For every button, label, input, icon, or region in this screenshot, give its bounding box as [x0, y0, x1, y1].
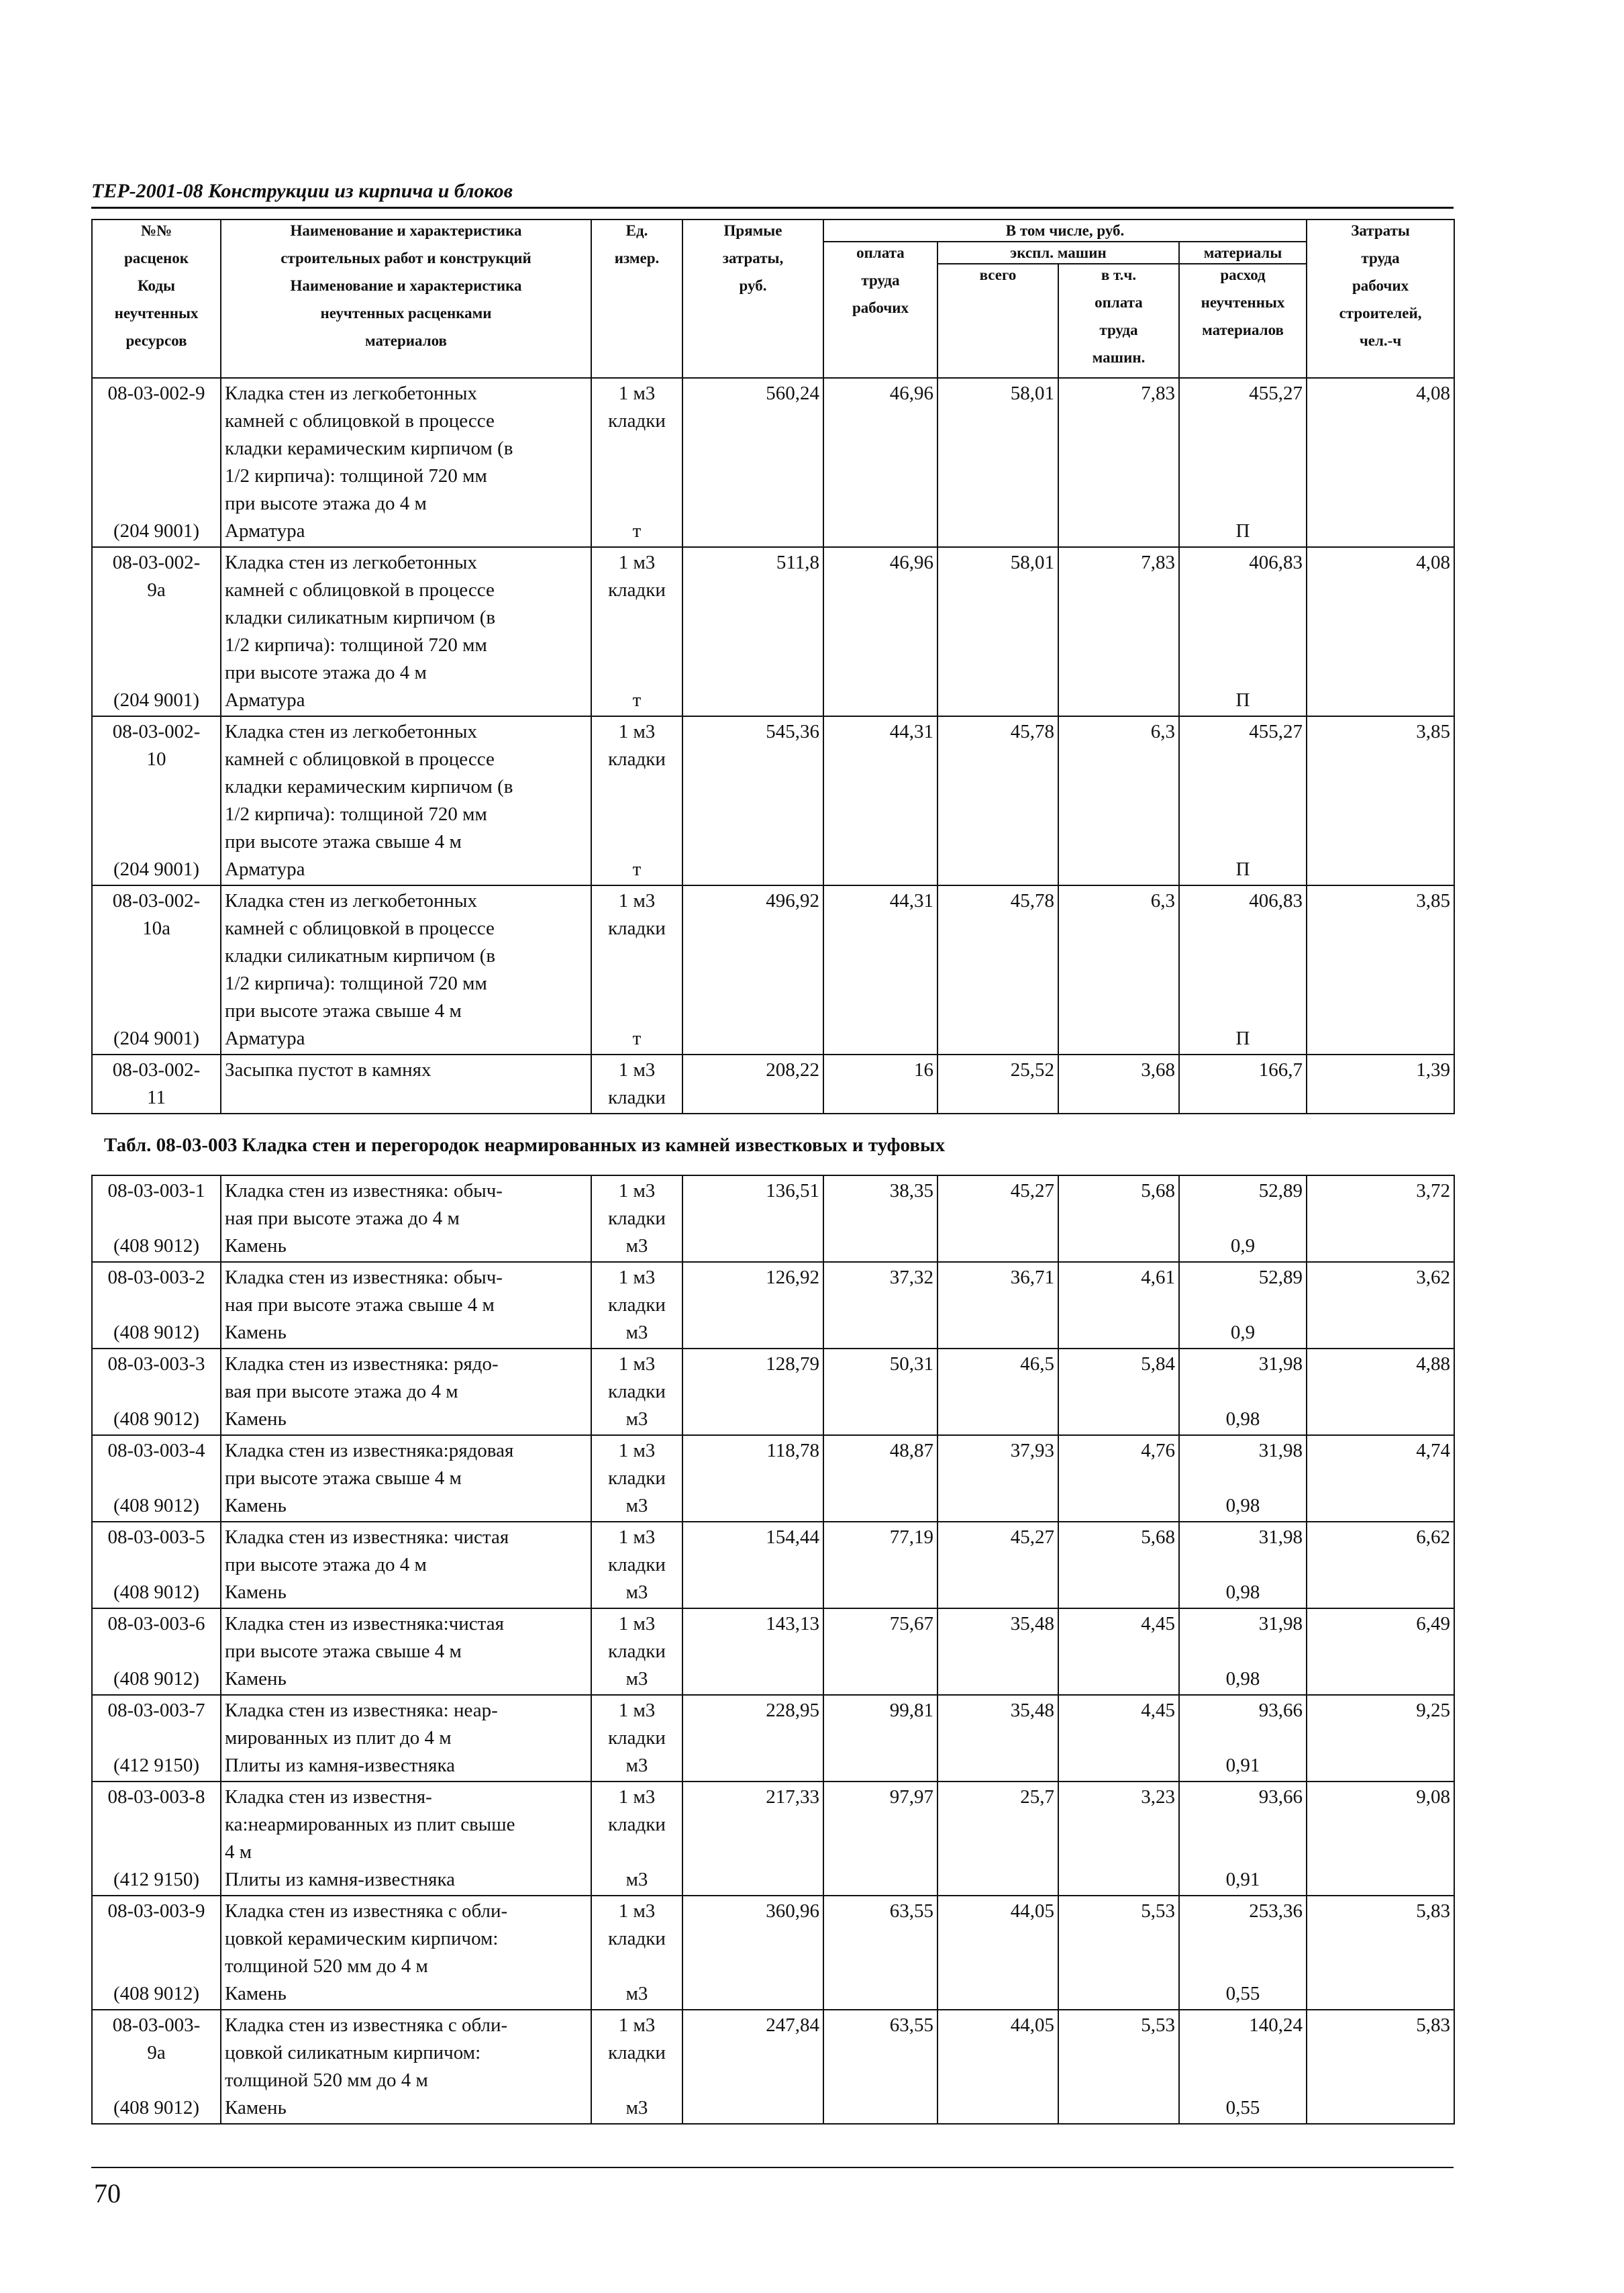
machines-pay-cell: 5,53 — [1058, 2010, 1179, 2124]
machines-total-cell: 45,27 — [937, 1175, 1058, 1262]
labor-pay-cell: 46,96 — [823, 547, 937, 716]
rate-code-cell: 08-03-003-7 (412 9150) — [92, 1695, 221, 1782]
rate-unit-cell: 1 м3 кладки м3 — [591, 1608, 682, 1695]
labor-pay-cell: 37,32 — [823, 1262, 937, 1349]
labor-hours-cell: 1,39 — [1307, 1055, 1454, 1114]
rate-description-cell: Кладка стен из известня- ка:неармированных из плит свыше 4 м Плиты из камня-известняка — [221, 1782, 591, 1896]
labor-hours-cell: 4,08 — [1307, 378, 1454, 547]
table-row — [92, 885, 1454, 1055]
labor-hours-cell: 3,62 — [1307, 1262, 1454, 1349]
table-row — [92, 1695, 1454, 1782]
direct-cost-cell: 217,33 — [682, 1782, 823, 1896]
materials-cell: 406,83 П — [1179, 885, 1307, 1055]
resource-quantity: 0,98 — [1225, 1495, 1260, 1516]
col-direct-header: Прямые затраты, руб. — [682, 219, 823, 378]
rate-description-cell: Кладка стен из известняка с обли- цовкой силикатным кирпичом: толщиной 520 мм до 4 м Камень — [221, 2010, 591, 2124]
table-row — [92, 1262, 1454, 1349]
resource-quantity: 0,55 — [1225, 1983, 1260, 2004]
rate-code-cell: 08-03-003-8 (412 9150) — [92, 1782, 221, 1896]
col-unit-header: Ед. измер. — [591, 219, 682, 378]
machines-pay-cell: 6,3 — [1058, 716, 1179, 885]
machines-pay-cell: 3,23 — [1058, 1782, 1179, 1896]
direct-cost-cell: 545,36 — [682, 716, 823, 885]
direct-cost-cell: 360,96 — [682, 1896, 823, 2010]
machines-total-cell: 25,7 — [937, 1782, 1058, 1896]
direct-cost-cell: 126,92 — [682, 1262, 823, 1349]
header-rule — [91, 207, 1454, 209]
direct-cost-cell: 496,92 — [682, 885, 823, 1055]
machines-pay-cell: 5,53 — [1058, 1896, 1179, 2010]
resource-quantity: 0,55 — [1225, 2097, 1260, 2118]
direct-cost-cell: 154,44 — [682, 1522, 823, 1608]
materials-cell: 31,98 0,98 — [1179, 1349, 1307, 1435]
table-003-body — [92, 1175, 1454, 2124]
machines-total-cell: 45,27 — [937, 1522, 1058, 1608]
table-row — [92, 547, 1454, 716]
labor-pay-cell: 75,67 — [823, 1608, 937, 1695]
machines-pay-cell: 6,3 — [1058, 885, 1179, 1055]
labor-hours-cell: 3,72 — [1307, 1175, 1454, 1262]
rate-description-cell: Кладка стен из известняка: неар- мированных из плит до 4 м Плиты из камня-известняка — [221, 1695, 591, 1782]
table-003-caption: Табл. 08-03-003 Кладка стен и перегородок неармированных из камней известковых и туфовых — [104, 1134, 946, 1156]
labor-hours-cell: 5,83 — [1307, 1896, 1454, 2010]
labor-pay-cell: 38,35 — [823, 1175, 937, 1262]
labor-pay-cell: 16 — [823, 1055, 937, 1114]
rate-code-cell: 08-03-003-5 (408 9012) — [92, 1522, 221, 1608]
rate-description-cell: Кладка стен из известняка с обли- цовкой керамическим кирпичом: толщиной 520 мм до 4 м Камень — [221, 1896, 591, 2010]
rate-description-cell: Кладка стен из известняка: рядо- вая при высоте этажа до 4 м Камень — [221, 1349, 591, 1435]
rate-unit-cell: 1 м3 кладки м3 — [591, 1175, 682, 1262]
direct-cost-cell: 208,22 — [682, 1055, 823, 1114]
direct-cost-cell: 143,13 — [682, 1608, 823, 1695]
resource-quantity: П — [1235, 520, 1250, 542]
materials-cell: 31,98 0,98 — [1179, 1608, 1307, 1695]
labor-hours-cell: 3,85 — [1307, 716, 1454, 885]
resource-quantity: 0,9 — [1230, 1322, 1256, 1343]
machines-total-cell: 58,01 — [937, 378, 1058, 547]
direct-cost-cell: 136,51 — [682, 1175, 823, 1262]
labor-hours-cell: 5,83 — [1307, 2010, 1454, 2124]
col-incl-header: В том числе, руб. — [823, 219, 1307, 242]
rate-unit-cell: 1 м3 кладки м3 — [591, 1896, 682, 2010]
direct-cost-cell: 560,24 — [682, 378, 823, 547]
labor-pay-cell: 50,31 — [823, 1349, 937, 1435]
materials-cell: 455,27 П — [1179, 378, 1307, 547]
col-name-header: Наименование и характеристика строительных работ и конструкций Наименование и характеристика неучтенных расценками материалов — [221, 219, 591, 378]
direct-cost-cell: 247,84 — [682, 2010, 823, 2124]
rate-description-cell: Кладка стен из известняка:чистая при высоте этажа свыше 4 м Камень — [221, 1608, 591, 1695]
labor-hours-cell: 3,85 — [1307, 885, 1454, 1055]
direct-cost-cell: 118,78 — [682, 1435, 823, 1522]
direct-cost-cell: 511,8 — [682, 547, 823, 716]
table-header-row-1 — [92, 219, 1454, 242]
table-row — [92, 1055, 1454, 1114]
machines-total-cell: 44,05 — [937, 2010, 1058, 2124]
machines-total-cell: 35,48 — [937, 1608, 1058, 1695]
rates-table-002 — [91, 219, 1455, 1114]
resource-quantity: П — [1235, 689, 1250, 711]
labor-hours-cell: 6,49 — [1307, 1608, 1454, 1695]
rate-code-cell: 08-03-002- 9а (204 9001) — [92, 547, 221, 716]
machines-pay-cell: 5,68 — [1058, 1175, 1179, 1262]
table-row — [92, 1349, 1454, 1435]
rate-code-cell: 08-03-002- 10 (204 9001) — [92, 716, 221, 885]
col-labor-pay-header: оплата труда рабочих — [823, 242, 937, 378]
rate-description-cell: Кладка стен из легкобетонных камней с облицовкой в процессе кладки силикатным кирпичом (в 1/2 кирпича): толщиной 720 мм при высоте этажа свыше 4 м Арматура — [221, 885, 591, 1055]
materials-cell: 455,27 П — [1179, 716, 1307, 885]
rate-unit-cell: 1 м3 кладки — [591, 1055, 682, 1114]
footer-rule — [91, 2167, 1454, 2168]
labor-pay-cell: 44,31 — [823, 885, 937, 1055]
direct-cost-cell: 228,95 — [682, 1695, 823, 1782]
rate-code-cell: 08-03-003-2 (408 9012) — [92, 1262, 221, 1349]
machines-pay-cell: 4,61 — [1058, 1262, 1179, 1349]
machines-pay-cell: 4,45 — [1058, 1695, 1179, 1782]
table-row — [92, 1896, 1454, 2010]
page-header: ТЕР-2001-08 Конструкции из кирпича и блоков — [91, 180, 513, 202]
labor-pay-cell: 63,55 — [823, 2010, 937, 2124]
rate-unit-cell: 1 м3 кладки м3 — [591, 1695, 682, 1782]
materials-cell: 31,98 0,98 — [1179, 1522, 1307, 1608]
rate-unit-cell: 1 м3 кладки м3 — [591, 1349, 682, 1435]
rate-unit-cell: 1 м3 кладки т — [591, 378, 682, 547]
machines-total-cell: 58,01 — [937, 547, 1058, 716]
labor-pay-cell: 44,31 — [823, 716, 937, 885]
machines-pay-cell: 4,45 — [1058, 1608, 1179, 1695]
col-materials-header: материалы — [1179, 242, 1307, 264]
machines-total-cell: 37,93 — [937, 1435, 1058, 1522]
labor-hours-cell: 6,62 — [1307, 1522, 1454, 1608]
rate-unit-cell: 1 м3 кладки м3 — [591, 1435, 682, 1522]
col-code-header: №№ расценок Коды неучтенных ресурсов — [92, 219, 221, 378]
table-002-body — [92, 378, 1454, 1114]
col-labor-header: Затраты труда рабочих строителей, чел.-ч — [1307, 219, 1454, 378]
rate-code-cell: 08-03-003-1 (408 9012) — [92, 1175, 221, 1262]
machines-pay-cell: 5,84 — [1058, 1349, 1179, 1435]
rate-unit-cell: 1 м3 кладки м3 — [591, 1782, 682, 1896]
labor-hours-cell: 9,25 — [1307, 1695, 1454, 1782]
rate-code-cell: 08-03-003-3 (408 9012) — [92, 1349, 221, 1435]
machines-total-cell: 35,48 — [937, 1695, 1058, 1782]
resource-quantity: П — [1235, 1028, 1250, 1049]
table-row — [92, 1608, 1454, 1695]
rate-description-cell: Кладка стен из известняка: обыч- ная при высоте этажа до 4 м Камень — [221, 1175, 591, 1262]
table-row — [92, 716, 1454, 885]
materials-cell: 406,83 П — [1179, 547, 1307, 716]
resource-quantity: 0,98 — [1225, 1581, 1260, 1603]
rate-code-cell: 08-03-003-9 (408 9012) — [92, 1896, 221, 2010]
table-row — [92, 2010, 1454, 2124]
rate-description-cell: Кладка стен из известняка: обыч- ная при высоте этажа свыше 4 м Камень — [221, 1262, 591, 1349]
materials-cell: 31,98 0,98 — [1179, 1435, 1307, 1522]
resource-quantity: 0,98 — [1225, 1668, 1260, 1690]
machines-total-cell: 45,78 — [937, 716, 1058, 885]
table-row — [92, 1435, 1454, 1522]
materials-cell: 93,66 0,91 — [1179, 1782, 1307, 1896]
machines-pay-cell: 3,68 — [1058, 1055, 1179, 1114]
materials-cell: 253,36 0,55 — [1179, 1896, 1307, 2010]
rate-code-cell: 08-03-003-6 (408 9012) — [92, 1608, 221, 1695]
col-machines-total-header: всего — [937, 264, 1058, 378]
labor-pay-cell: 97,97 — [823, 1782, 937, 1896]
machines-total-cell: 25,52 — [937, 1055, 1058, 1114]
machines-total-cell: 46,5 — [937, 1349, 1058, 1435]
table-row — [92, 1782, 1454, 1896]
rate-description-cell: Кладка стен из легкобетонных камней с облицовкой в процессе кладки силикатным кирпичом (в 1/2 кирпича): толщиной 720 мм при высоте этажа до 4 м Арматура — [221, 547, 591, 716]
materials-cell: 52,89 0,9 — [1179, 1175, 1307, 1262]
rate-code-cell: 08-03-002- 10а (204 9001) — [92, 885, 221, 1055]
materials-cell: 166,7 — [1179, 1055, 1307, 1114]
resource-quantity: 0,9 — [1230, 1235, 1256, 1257]
rate-unit-cell: 1 м3 кладки т — [591, 547, 682, 716]
direct-cost-cell: 128,79 — [682, 1349, 823, 1435]
labor-pay-cell: 48,87 — [823, 1435, 937, 1522]
rate-unit-cell: 1 м3 кладки м3 — [591, 2010, 682, 2124]
rate-description-cell: Кладка стен из легкобетонных камней с облицовкой в процессе кладки керамическим кирпичом (в 1/2 кирпича): толщиной 720 мм при высоте этажа до 4 м Арматура — [221, 378, 591, 547]
rate-code-cell: 08-03-003-4 (408 9012) — [92, 1435, 221, 1522]
labor-hours-cell: 9,08 — [1307, 1782, 1454, 1896]
labor-hours-cell: 4,88 — [1307, 1349, 1454, 1435]
machines-pay-cell: 4,76 — [1058, 1435, 1179, 1522]
machines-pay-cell: 7,83 — [1058, 547, 1179, 716]
resource-quantity: 0,98 — [1225, 1408, 1260, 1430]
labor-pay-cell: 63,55 — [823, 1896, 937, 2010]
materials-cell: 52,89 0,9 — [1179, 1262, 1307, 1349]
materials-cell: 93,66 0,91 — [1179, 1695, 1307, 1782]
machines-pay-cell: 7,83 — [1058, 378, 1179, 547]
machines-total-cell: 36,71 — [937, 1262, 1058, 1349]
rate-description-cell: Засыпка пустот в камнях — [221, 1055, 591, 1114]
table-row — [92, 1522, 1454, 1608]
rate-code-cell: 08-03-002-9 (204 9001) — [92, 378, 221, 547]
rate-unit-cell: 1 м3 кладки т — [591, 716, 682, 885]
labor-pay-cell: 99,81 — [823, 1695, 937, 1782]
resource-quantity: 0,91 — [1225, 1869, 1260, 1890]
labor-pay-cell: 77,19 — [823, 1522, 937, 1608]
labor-pay-cell: 46,96 — [823, 378, 937, 547]
page-number: 70 — [94, 2178, 121, 2208]
machines-total-cell: 45,78 — [937, 885, 1058, 1055]
rate-code-cell: 08-03-003- 9а (408 9012) — [92, 2010, 221, 2124]
col-materials-sub-header: расход неучтенных материалов — [1179, 264, 1307, 378]
machines-total-cell: 44,05 — [937, 1896, 1058, 2010]
labor-hours-cell: 4,74 — [1307, 1435, 1454, 1522]
rate-code-cell: 08-03-002- 11 — [92, 1055, 221, 1114]
materials-cell: 140,24 0,55 — [1179, 2010, 1307, 2124]
rate-description-cell: Кладка стен из легкобетонных камней с облицовкой в процессе кладки керамическим кирпичом (в 1/2 кирпича): толщиной 720 мм при высоте этажа свыше 4 м Арматура — [221, 716, 591, 885]
rate-unit-cell: 1 м3 кладки м3 — [591, 1522, 682, 1608]
table-row — [92, 378, 1454, 547]
labor-hours-cell: 4,08 — [1307, 547, 1454, 716]
rate-unit-cell: 1 м3 кладки т — [591, 885, 682, 1055]
rates-table-003 — [91, 1175, 1455, 2125]
rate-description-cell: Кладка стен из известняка: чистая при высоте этажа до 4 м Камень — [221, 1522, 591, 1608]
col-machines-header: экспл. машин — [937, 242, 1179, 264]
resource-quantity: 0,91 — [1225, 1755, 1260, 1776]
rate-unit-cell: 1 м3 кладки м3 — [591, 1262, 682, 1349]
rate-description-cell: Кладка стен из известняка:рядовая при высоте этажа свыше 4 м Камень — [221, 1435, 591, 1522]
table-row — [92, 1175, 1454, 1262]
col-machines-pay-header: в т.ч. оплата труда машин. — [1058, 264, 1179, 378]
machines-pay-cell: 5,68 — [1058, 1522, 1179, 1608]
resource-quantity: П — [1235, 859, 1250, 880]
